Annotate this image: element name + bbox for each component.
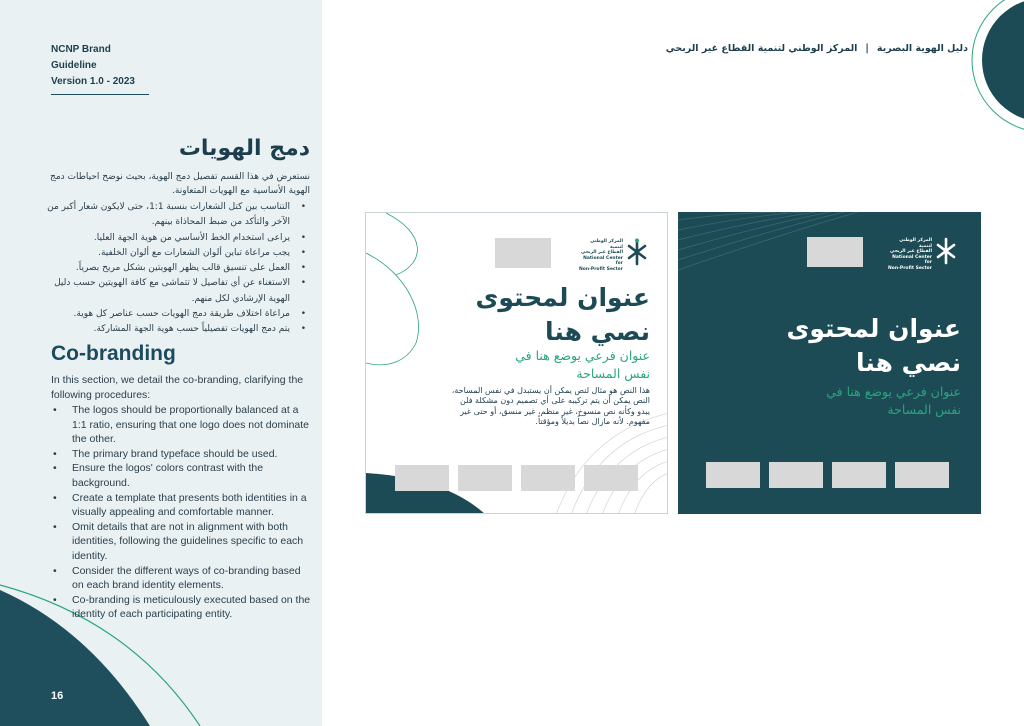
brand-block (51, 42, 149, 95)
partner-logo-slot (395, 465, 449, 491)
card-subtitle: عنوان فرعي يوضع هنا في نفس المساحة (826, 384, 961, 417)
ncnp-logo-mark-icon (627, 238, 647, 266)
logo-en-line2: Non-Profit Sector (578, 266, 623, 272)
logo-ar-line1: المركز الوطني لتنمية (590, 239, 623, 250)
logo-en-line2: Non-Profit Sector (887, 265, 932, 271)
arabic-list-item: • يتم دمج الهويات تفصيلياً حسب هوية الجهة المشاركة. (40, 322, 310, 337)
logo-en-line1: National Center for (583, 255, 623, 267)
english-list-item: • Ensure the logos' colors contrast with the background. (51, 461, 313, 490)
logo-ar-line2: القطاع غير الربحي (581, 250, 623, 256)
arabic-intro: نستعرض في هذا القسم تفصيل دمج الهوية، بحيث نوضح احياطات دمج الهوية الأساسية مع الهويات المتعاونة. (50, 172, 310, 196)
arabic-list-item: • التناسب بين كتل الشعارات بنسبة 1:1، حتى لايكون شعار أكبر من الآخر والتأكد من ضبط المحاذاة بينهم. (40, 200, 310, 231)
english-list-item: • Co-branding is meticulously executed based on the identity of each participating entity. (51, 593, 313, 622)
arabic-heading: دمج الهويات (178, 136, 310, 161)
logo-en-line1: National Center for (892, 254, 932, 266)
arabic-list-item: • العمل على تنسيق قالب يظهر الهويتين بشكل مريح بصرياً. (40, 261, 310, 276)
partner-logo-placeholder (807, 237, 863, 267)
header-separator: | (865, 43, 869, 54)
english-list-item: • The primary brand typeface should be used. (51, 447, 313, 462)
partner-logo-placeholder (495, 238, 551, 268)
partner-logo-slot (584, 465, 638, 491)
ncnp-logo-mark-icon (936, 237, 956, 265)
header-guide-title: دليل الهوية البصرية (876, 43, 968, 54)
english-list (51, 403, 313, 622)
decorative-corner-circle (964, 0, 1024, 130)
cobranding-sample-light (365, 212, 668, 514)
left-panel (0, 0, 322, 726)
card-title: عنوان لمحتوى نصي هنا (475, 283, 650, 346)
english-list-item: • Create a template that presents both identities in a visually appealing and comfortable manner. (51, 491, 313, 520)
ncnp-logo (577, 236, 647, 270)
english-list-item: • Consider the different ways of co-branding based on each brand identity elements. (51, 564, 313, 593)
brand-version: Version 1.0 - 2023 (51, 76, 135, 87)
page-header (666, 43, 968, 54)
partner-logo-slot (769, 462, 823, 488)
arabic-list-item: • يجب مراعاة تباين ألوان الشعارات مع ألوان الخلفية. (40, 246, 310, 261)
brand-title: NCNP Brand Guideline (51, 44, 111, 71)
ncnp-logo (886, 235, 956, 269)
partner-logo-slot (895, 462, 949, 488)
arabic-list-item: • يراعى استخدام الخط الأساسي من هوية الجهة العليا. (40, 231, 310, 246)
partner-logo-slot (706, 462, 760, 488)
partner-logo-slot (521, 465, 575, 491)
arabic-list-item: • مراعاة اختلاف طريقة دمج الهويات حسب عناصر كل هوية. (40, 307, 310, 322)
partner-logo-slot (458, 465, 512, 491)
brand-divider (51, 94, 149, 95)
arabic-list (40, 200, 310, 338)
english-heading: Co-branding (51, 342, 176, 365)
english-list-item: • Omit details that are not in alignment with both identities, following the guidelines specific to each identity. (51, 520, 313, 564)
english-list-item: • The logos should be proportionally balanced at a 1:1 ratio, ensuring that one logo does not dominate the other. (51, 403, 313, 447)
card-title: عنوان لمحتوى نصي هنا (786, 314, 961, 377)
english-intro: In this section, we detail the co-branding, clarifying the following procedures: (51, 374, 304, 401)
page-number: 16 (51, 690, 64, 702)
logo-ar-line2: القطاع غير الربحي (890, 249, 932, 255)
card-subtitle: عنوان فرعي يوضع هنا في نفس المساحة (515, 348, 650, 381)
partner-logo-slot (832, 462, 886, 488)
card-body-text: هذا النص هو مثال لنص يمكن أن يستبدل في نفس المساحة، النص يمكن أن يتم تركيبه على أي تصميم دون مشكلة فلن يبدو وكأنه نص منسوخ، غير منظم، غير منسق، أو حتى غير مفهوم. لأنه مازال نصاً بديلاً ومؤقتاً. (451, 386, 650, 427)
arabic-list-item: • الاستغناء عن أي تفاصيل لا تتماشى مع كافة الهويتين حسب دليل الهوية الإرشادي لكل منهم. (40, 276, 310, 307)
logo-ar-line1: المركز الوطني لتنمية (899, 238, 932, 249)
cobranding-sample-dark (678, 212, 981, 514)
header-org-name: المركز الوطني لتنمية القطاع غير الربحي (665, 43, 858, 54)
